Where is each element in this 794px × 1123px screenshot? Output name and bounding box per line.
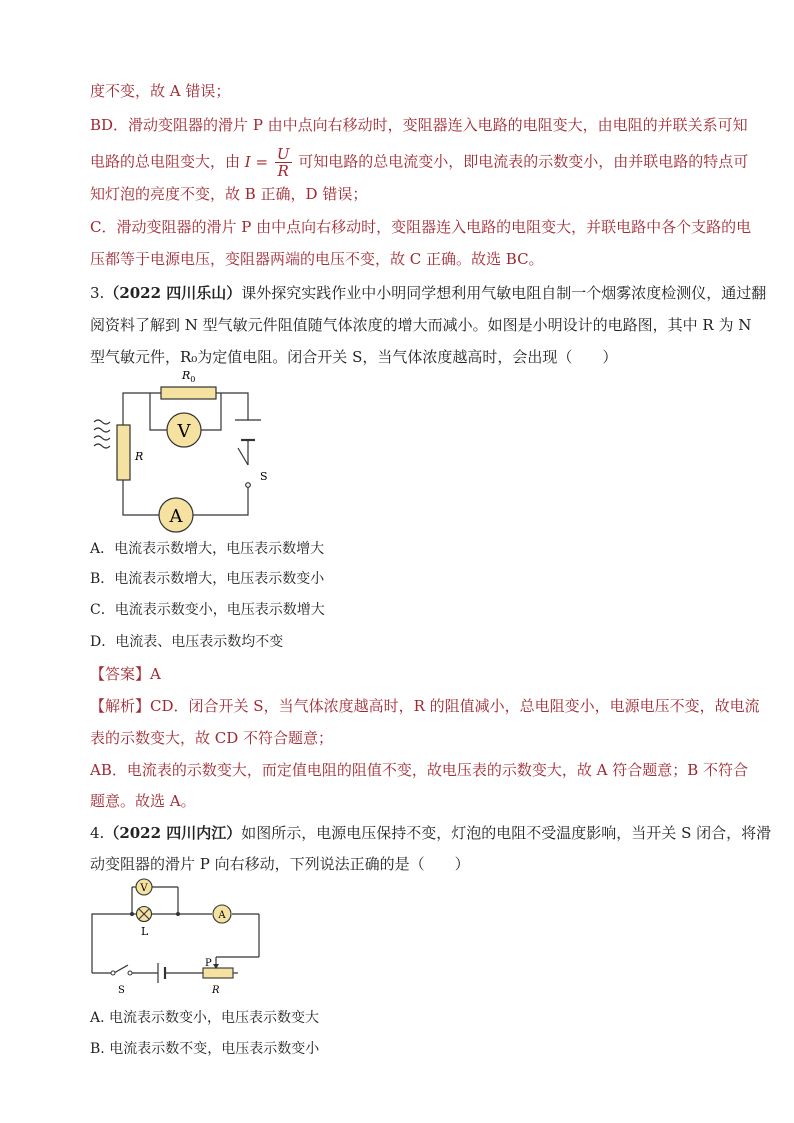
voltmeter-label: V: [140, 883, 148, 894]
question-number: 4.: [90, 824, 105, 842]
rheostat: [203, 968, 233, 978]
option-a: A．电流表示数增大，电压表示数增大: [90, 541, 325, 557]
voltmeter-label: V: [177, 421, 191, 442]
question-3-line-1: [90, 282, 766, 304]
wire: [193, 485, 248, 515]
switch-blade: [114, 965, 128, 973]
question-4-line-2: 动变阻器的滑片 P 向右移动，下列说法正确的是（ ）: [90, 855, 470, 873]
circuit-diagram-q3: [88, 360, 288, 535]
r-label: R: [135, 450, 144, 463]
switch-contact: [128, 971, 132, 975]
slider-label: P: [205, 958, 212, 969]
option-a: A. 电流表示数变小，电压表示数变大: [90, 1010, 320, 1026]
smoke-icon: [94, 428, 110, 432]
switch-label: S: [118, 985, 125, 996]
ammeter-label: A: [169, 506, 183, 527]
lamp-label: L: [141, 925, 149, 938]
switch-contact: [246, 483, 251, 488]
smoke-icon: [94, 420, 110, 424]
answer-tag: 【答案】: [90, 665, 151, 683]
wire: [123, 480, 159, 515]
question-source: （2022 四川乐山）: [104, 284, 242, 302]
analysis-tag: 【解析】: [90, 697, 151, 715]
circuit-diagram-q4: [88, 875, 268, 1000]
text-line: BD．滑动变阻器的滑片 P 由中点向右移动时，变阻器连入电路的电阻变大，由电阻的并联关系可知: [90, 116, 748, 134]
option-c: C．电流表示数变小，电压表示数增大: [90, 602, 325, 618]
ohm-law-formula: [244, 145, 298, 180]
text-fragment: 可知电路的总电流变小，即电流表的示数变小，由并联电路的特点可: [298, 152, 749, 171]
text-line: C．滑动变阻器的滑片 P 由中点向右移动时，变阻器连入电路的电阻变大，并联电路中各个支路的电: [90, 218, 752, 236]
analysis-line-1: [90, 695, 760, 717]
text-line-with-formula: [90, 146, 748, 179]
smoke-icon: [94, 444, 110, 448]
formula-lhs: I =: [244, 152, 269, 171]
analysis-text: CD．闭合开关 S，当气体浓度越高时，R 的阻值减小，总电阻变小，电源电压不变，故电流: [150, 697, 760, 715]
text-line: 压都等于电源电压，变阻器两端的电压不变，故 C 正确。故选 BC。: [90, 250, 544, 268]
text-line: 知灯泡的亮度不变，故 B 正确，D 错误；: [90, 185, 368, 203]
resistor-r0: [161, 387, 216, 399]
analysis-line-2: 表的示数变大，故 CD 不符合题意；: [90, 729, 334, 747]
question-3-line-3: 型气敏元件，R₀为定值电阻。闭合开关 S，当气体浓度越高时，会出现（ ）: [90, 348, 618, 366]
option-b: B. 电流表示数不变，电压表示数变小: [90, 1041, 320, 1057]
option-d: D．电流表、电压表示数均不变: [90, 634, 284, 650]
question-4-line-1: [90, 822, 771, 844]
question-3-line-2: 阅资料了解到 N 型气敏元件阻值随气体浓度的增大而减小。如图是小明设计的电路图，其中 R 为 N: [90, 316, 752, 334]
question-number: 3.: [90, 284, 105, 302]
formula-fraction: [275, 146, 292, 179]
text-fragment: 电路的总电阻变大，由: [90, 152, 241, 171]
text-line: 度不变，故 A 错误；: [90, 82, 231, 100]
junction-dot: [130, 912, 134, 916]
wire: [92, 914, 132, 973]
rheostat-label: R: [212, 985, 220, 996]
smoke-icon: [94, 436, 110, 440]
question-text: 如图所示，电源电压保持不变，灯泡的电阻不受温度影响，当开关 S 闭合，将滑: [241, 824, 772, 842]
formula-denominator: R: [277, 162, 289, 180]
switch-blade: [238, 448, 248, 465]
switch-label: S: [260, 470, 268, 483]
question-source: （2022 四川内江）: [104, 824, 242, 842]
question-text: 课外探究实践作业中小明同学想利用气敏电阻自制一个烟雾浓度检测仪，通过翻: [241, 284, 767, 302]
answer-value: A: [150, 665, 161, 683]
analysis-line-4: 题意。故选 A。: [90, 792, 196, 810]
formula-numerator: U: [276, 145, 290, 163]
r0-label: $R_0$: [182, 369, 196, 384]
answer-line: [90, 663, 161, 685]
option-b: B．电流表示数增大，电压表示数变小: [90, 571, 325, 587]
analysis-line-3: AB．电流表的示数变大，而定值电阻的阻值不变，故电压表的示数变大，故 A 符合题意；B 不符合: [90, 761, 749, 779]
junction-dot: [176, 912, 180, 916]
ammeter-label: A: [218, 910, 226, 921]
switch-contact: [111, 971, 115, 975]
resistor-r-gas-sensor: [117, 425, 130, 480]
